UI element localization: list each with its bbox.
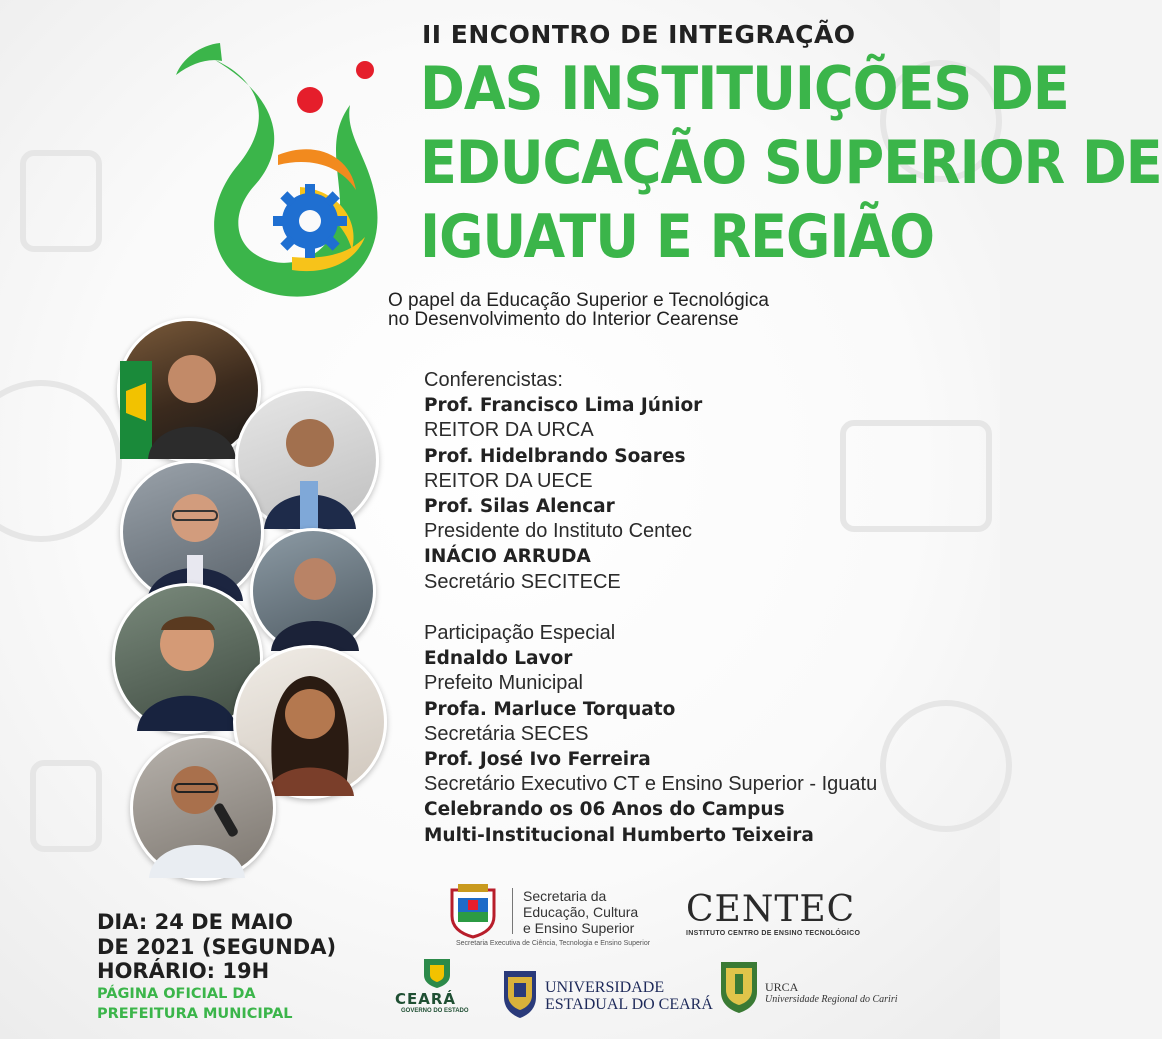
speaker-name: Prof. Silas Alencar [424,495,615,517]
event-time: HORÁRIO: 19H [97,959,270,983]
guest-name: Profa. Marluce Torquato [424,698,676,720]
special-heading: Participação Especial [424,622,616,644]
secretaria-line: e Ensino Superior [523,920,635,936]
special-guests-list [424,621,877,848]
background-doodle [0,380,122,542]
speakers-heading: Conferencistas: [424,369,563,391]
ceara-logo-text: CEARÁ [395,990,457,1008]
logo-divider [512,888,513,934]
event-date: DIA: 24 DE MAIO [97,910,294,934]
secretaria-executiva-label: Secretaria Executiva de Ciência, Tecnologia e Ensino Superior [456,940,651,947]
event-eyebrow: II ENCONTRO DE INTEGRAÇÃO [422,20,856,49]
event-date: DE 2021 (SEGUNDA) [97,934,337,959]
subtitle-line: O papel da Educação Superior e Tecnológica [388,290,769,311]
urca-logo-text: URCA [765,980,799,994]
event-subtitle [388,291,769,329]
event-logo [160,25,420,320]
speaker-name: Prof. Francisco Lima Júnior [424,395,703,417]
secretaria-line: Secretaria da [523,888,607,904]
background-doodle [30,760,102,852]
celebration-line: Celebrando os 06 Anos do Campus [424,799,785,821]
event-info [97,910,336,1024]
uece-crest-icon [500,965,540,1019]
urca-subtitle: Universidade Regional do Cariri [765,994,898,1005]
guest-name: Ednaldo Lavor [424,648,573,670]
speaker-role: REITOR DA UECE [424,469,593,492]
centec-logo: CENTEC [686,889,856,930]
speaker-role: REITOR DA URCA [424,419,594,442]
background-doodle [20,150,102,252]
event-headline [420,52,1162,274]
guest-role: Secretária SECES [424,722,589,745]
speaker-role: Secretário SECITECE [424,570,621,593]
secretaria-label [523,888,638,936]
municipal-crest-icon [446,882,500,938]
speakers-list [424,368,702,595]
speaker-name: INÁCIO ARRUDA [424,546,591,568]
speaker-photo [250,528,376,654]
guest-role: Secretário Executivo CT e Ensino Superior - Iguatu [424,773,878,796]
speaker-role: Presidente do Instituto Centec [424,520,692,543]
subtitle-line: no Desenvolvimento do Interior Cearense [388,309,739,330]
uece-line: ESTADUAL DO CEARÁ [545,996,713,1013]
secretaria-line: Educação, Cultura [523,904,639,920]
ceara-subtitle: GOVERNO DO ESTADO [401,1008,469,1014]
headline-line: DAS INSTITUIÇÕES DE [420,54,1069,124]
speaker-photo [130,735,276,881]
headline-line: IGUATU E REGIÃO [420,202,935,272]
speaker-name: Prof. Hidelbrando Soares [424,445,686,467]
celebration-line: Multi-Institucional Humberto Teixeira [424,824,814,846]
background-doodle [840,420,992,532]
uece-line: UNIVERSIDADE [545,979,665,996]
uece-logo-text [545,979,713,1013]
headline-line: EDUCAÇÃO SUPERIOR DE [420,128,1162,198]
event-venue: PÁGINA OFICIAL DA [97,985,256,1002]
background-doodle [880,700,1012,832]
guest-name: Prof. José Ivo Ferreira [424,748,651,770]
guest-role: Prefeito Municipal [424,672,583,695]
urca-crest-icon [718,958,760,1014]
event-venue: PREFEITURA MUNICIPAL [97,1005,293,1022]
ceara-emblem-icon [420,955,454,989]
centec-subtitle: INSTITUTO CENTRO DE ENSINO TECNOLÓGICO [686,930,861,937]
